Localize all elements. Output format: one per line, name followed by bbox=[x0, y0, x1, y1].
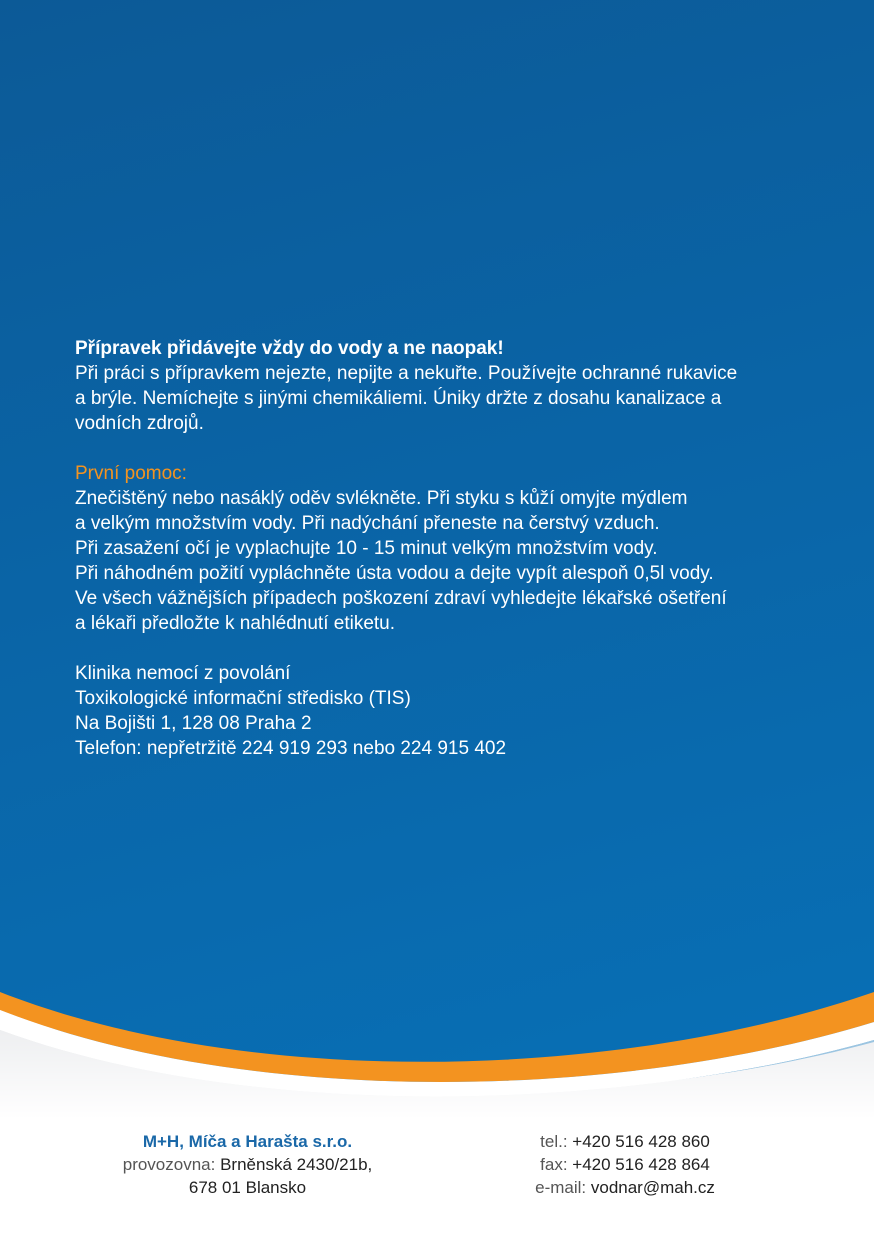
safety-line: Při práci s přípravkem nejezte, nepijte a nekuřte. Používejte ochranné rukavice bbox=[75, 363, 738, 384]
spacer bbox=[75, 436, 815, 461]
branch-city: 678 01 Blansko bbox=[188, 1178, 307, 1197]
clinic-address: Na Bojišti 1, 128 08 Praha 2 bbox=[75, 713, 312, 734]
first-aid-line: a velkým množstvím vody. Při nadýchání přeneste na čerstvý vzduch. bbox=[75, 513, 660, 534]
fax-line bbox=[500, 1153, 750, 1176]
safety-line: a brýle. Nemíchejte s jinými chemikáliemi. Úniky držte z dosahu kanalizace a bbox=[75, 388, 722, 409]
footer-company-info bbox=[90, 1130, 405, 1199]
first-aid-line: Při zasažení očí je vyplachujte 10 - 15 minut velkým množstvím vody. bbox=[75, 538, 658, 559]
spacer bbox=[75, 636, 815, 661]
tel-number[interactable]: +420 516 428 860 bbox=[572, 1132, 710, 1151]
clinic-department: Toxikologické informační středisko (TIS) bbox=[75, 688, 411, 709]
tel-label: tel.: bbox=[540, 1132, 568, 1151]
company-name: M+H, Míča a Harašta s.r.o. bbox=[142, 1132, 353, 1151]
label-text-block bbox=[75, 336, 815, 761]
safety-line: vodních zdrojů. bbox=[75, 413, 204, 434]
tel-line bbox=[500, 1130, 750, 1153]
email-address[interactable]: vodnar@mah.cz bbox=[590, 1178, 715, 1197]
email-line bbox=[500, 1176, 750, 1199]
fax-number: +420 516 428 864 bbox=[572, 1155, 710, 1174]
first-aid-heading: První pomoc: bbox=[75, 463, 187, 484]
safety-heading: Přípravek přidávejte vždy do vody a ne naopak! bbox=[75, 338, 504, 359]
first-aid-line: a lékaři předložte k nahlédnutí etiketu. bbox=[75, 613, 396, 634]
footer-wave-decoration bbox=[0, 960, 874, 1120]
clinic-name: Klinika nemocí z povolání bbox=[75, 663, 291, 684]
email-label: e-mail: bbox=[535, 1178, 587, 1197]
fax-label: fax: bbox=[540, 1155, 568, 1174]
branch-address-line bbox=[90, 1153, 405, 1176]
first-aid-line: Při náhodném požití vypláchněte ústa vodou a dejte vypít alespoň 0,5l vody. bbox=[75, 563, 714, 584]
first-aid-line: Ve všech vážnějších případech poškození zdraví vyhledejte lékařské ošetření bbox=[75, 588, 727, 609]
branch-street: Brněnská 2430/21b, bbox=[220, 1155, 373, 1174]
clinic-phone: Telefon: nepřetržitě 224 919 293 nebo 224 915 402 bbox=[75, 738, 507, 759]
branch-label: provozovna: bbox=[122, 1155, 216, 1174]
first-aid-line: Znečištěný nebo nasáklý oděv svlékněte. Při styku s kůží omyjte mýdlem bbox=[75, 488, 688, 509]
footer-contact-info bbox=[500, 1130, 750, 1199]
